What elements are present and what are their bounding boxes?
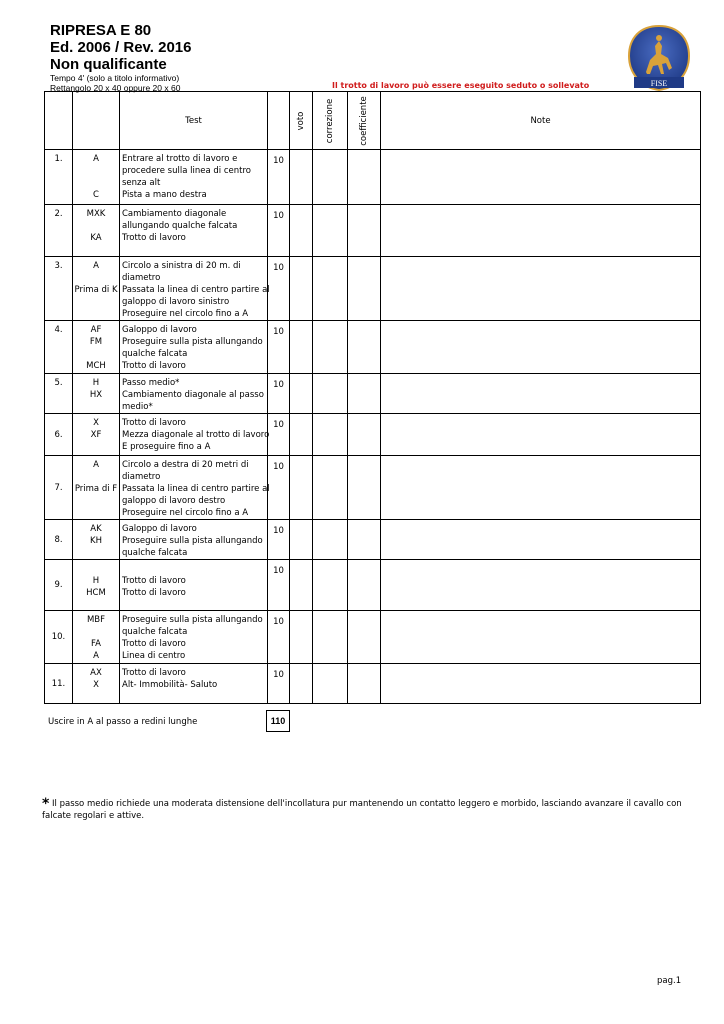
movement-letter: H [92, 378, 100, 388]
row-movements [73, 611, 120, 664]
page-number: pag.1 [657, 976, 682, 986]
description-line: procedere sulla linea di centro [122, 166, 251, 176]
voto-cell[interactable] [290, 321, 313, 374]
test-title: RIPRESA E 80 [50, 22, 152, 39]
movement-letter: HX [89, 390, 103, 400]
movement-letter: MBF [86, 615, 106, 625]
table-row [45, 520, 701, 560]
description-line: Trotto di lavoro [122, 418, 186, 428]
movement-letter: A [93, 261, 99, 271]
movement-letter: A [93, 651, 99, 661]
description-line: Proseguire sulla pista allungando [122, 337, 263, 347]
movement-letter: KA [90, 233, 102, 243]
row-movements [73, 374, 120, 414]
description-line: Mezza diagonale al trotto di lavoro [122, 430, 270, 440]
row-movements [73, 321, 120, 374]
movement-letter: AX [90, 668, 102, 678]
note-cell[interactable] [381, 150, 701, 205]
header-note: Note [381, 92, 701, 150]
voto-cell[interactable] [290, 257, 313, 321]
row-number: 3. [45, 257, 73, 321]
coefficiente-cell[interactable] [348, 520, 381, 560]
note-cell[interactable] [381, 520, 701, 560]
row-number: 9. [45, 560, 73, 611]
correzione-cell[interactable] [313, 560, 348, 611]
movement-letter: X [93, 680, 99, 690]
header-coef [268, 92, 290, 150]
table-row [45, 414, 701, 456]
row-max-score: 10 [268, 257, 290, 321]
description-line: galoppo di lavoro destro [122, 496, 226, 506]
row-movements [73, 257, 120, 321]
table-row [45, 560, 701, 611]
correzione-cell[interactable] [313, 257, 348, 321]
table-header-row [45, 92, 701, 150]
document-header [50, 22, 191, 93]
description-line: Trotto di lavoro [122, 639, 186, 649]
description-line: Circolo a destra di 20 metri di [122, 460, 249, 470]
coefficiente-cell[interactable] [348, 456, 381, 520]
description-line [122, 563, 265, 575]
row-movements [73, 520, 120, 560]
description-line: Proseguire sulla pista allungando [122, 536, 263, 546]
row-number: 7. [45, 456, 73, 520]
movement-letter [73, 348, 119, 360]
row-description [120, 150, 268, 205]
movement-letter: AK [90, 524, 102, 534]
table-row [45, 664, 701, 704]
header-coefficiente: coefficiente [348, 92, 381, 150]
edition-title: Ed. 2006 / Rev. 2016 [50, 39, 192, 56]
coefficiente-cell[interactable] [348, 611, 381, 664]
note-cell[interactable] [381, 456, 701, 520]
row-description [120, 205, 268, 257]
description-line: Passata la linea di centro partire al [122, 285, 270, 295]
movement-letter [73, 220, 119, 232]
movement-letter [73, 177, 119, 189]
correzione-cell[interactable] [313, 611, 348, 664]
note-cell[interactable] [381, 414, 701, 456]
table-row [45, 150, 701, 205]
note-cell[interactable] [381, 611, 701, 664]
description-line: galoppo di lavoro sinistro [122, 297, 230, 307]
description-line: Alt- Immobilità- Saluto [122, 680, 218, 690]
table-row [45, 611, 701, 664]
footnote-text: Il passo medio richiede una moderata distensione dell'incollatura pur mantenendo un contatto leggero e morbido, lasciando avanzare il cavallo con falcate regolari e attive. [42, 799, 682, 821]
row-max-score: 10 [268, 321, 290, 374]
table-row [45, 321, 701, 374]
row-description [120, 520, 268, 560]
row-movements [73, 664, 120, 704]
voto-cell[interactable] [290, 150, 313, 205]
description-line: Cambiamento diagonale [122, 209, 227, 219]
movement-letter [73, 296, 119, 308]
description-line: qualche falcata [122, 627, 188, 637]
row-description [120, 257, 268, 321]
movement-letter [73, 626, 119, 638]
note-cell[interactable] [381, 205, 701, 257]
correzione-cell[interactable] [313, 664, 348, 704]
description-line: Linea di centro [122, 651, 186, 661]
movement-letter: C [93, 190, 99, 200]
exit-instruction: Uscire in A al passo a redini lunghe [48, 717, 198, 727]
movement-letter: H [92, 576, 100, 586]
row-number: 4. [45, 321, 73, 374]
coefficiente-cell[interactable] [348, 205, 381, 257]
movement-letter [73, 308, 119, 320]
row-description [120, 456, 268, 520]
movement-letter: MXK [86, 209, 106, 219]
movement-letter: XF [90, 430, 102, 440]
description-line: senza alt [122, 178, 161, 188]
voto-cell[interactable] [290, 664, 313, 704]
row-max-score: 10 [268, 456, 290, 520]
row-number: 11. [45, 664, 73, 704]
description-line: E proseguire fino a A [122, 442, 211, 452]
row-max-score: 10 [268, 611, 290, 664]
row-max-score: 10 [268, 664, 290, 704]
total-score: 110 [266, 710, 290, 732]
description-line: Trotto di lavoro [122, 233, 186, 243]
description-line: qualche falcata [122, 349, 188, 359]
row-movements [73, 560, 120, 611]
note-cell[interactable] [381, 257, 701, 321]
description-line: Trotto di lavoro [122, 668, 186, 678]
row-movements [73, 205, 120, 257]
header-number [45, 92, 73, 150]
description-line: Cambiamento diagonale al passo [122, 390, 264, 400]
coefficiente-cell[interactable] [348, 257, 381, 321]
row-max-score: 10 [268, 414, 290, 456]
row-max-score: 10 [268, 520, 290, 560]
row-number: 2. [45, 205, 73, 257]
voto-cell[interactable] [290, 205, 313, 257]
row-description [120, 560, 268, 611]
row-description [120, 374, 268, 414]
movement-letter: A [93, 460, 99, 470]
footnote-star: * [42, 796, 50, 812]
row-movements [73, 150, 120, 205]
description-line: Proseguire sulla pista allungando [122, 615, 263, 625]
row-number: 10. [45, 611, 73, 664]
row-movements [73, 456, 120, 520]
correzione-cell[interactable] [313, 321, 348, 374]
row-description [120, 321, 268, 374]
description-line: diametro [122, 472, 161, 482]
row-max-score: 10 [268, 374, 290, 414]
movement-letter [73, 441, 119, 453]
movement-letter: KH [90, 536, 102, 546]
voto-cell[interactable] [290, 520, 313, 560]
note-cell[interactable] [381, 664, 701, 704]
header-correzione: correzione [313, 92, 348, 150]
description-line: Pista a mano destra [122, 190, 207, 200]
movement-letter [73, 495, 119, 507]
movement-letter [73, 401, 119, 413]
description-line: diametro [122, 273, 161, 283]
coefficiente-cell[interactable] [348, 664, 381, 704]
description-line: medio* [122, 402, 153, 412]
row-number: 6. [45, 414, 73, 456]
description-line: allungando qualche falcata [122, 221, 238, 231]
fise-logo-icon [626, 24, 692, 92]
row-description [120, 664, 268, 704]
footnote [42, 798, 682, 822]
description-line: Passo medio* [122, 378, 180, 388]
correzione-cell[interactable] [313, 150, 348, 205]
description-line: Galoppo di lavoro [122, 325, 197, 335]
score-table [44, 91, 701, 704]
correzione-cell[interactable] [313, 456, 348, 520]
row-description [120, 611, 268, 664]
description-line: Proseguire nel circolo fino a A [122, 309, 249, 319]
description-line: Passata la linea di centro partire al [122, 484, 270, 494]
time-info: Tempo 4' (solo a titolo informativo) [50, 73, 180, 83]
coefficiente-cell[interactable] [348, 321, 381, 374]
row-number: 5. [45, 374, 73, 414]
header-movement [73, 92, 120, 150]
description-line: Proseguire nel circolo fino a A [122, 508, 249, 518]
movement-letter [73, 507, 119, 519]
voto-cell[interactable] [290, 611, 313, 664]
row-description [120, 414, 268, 456]
table-row [45, 456, 701, 520]
coefficiente-cell[interactable] [348, 150, 381, 205]
table-row [45, 374, 701, 414]
row-max-score: 10 [268, 150, 290, 205]
note-cell[interactable] [381, 560, 701, 611]
note-cell[interactable] [381, 374, 701, 414]
correzione-cell[interactable] [313, 414, 348, 456]
description-line: Galoppo di lavoro [122, 524, 197, 534]
voto-cell[interactable] [290, 560, 313, 611]
movement-letter [73, 272, 119, 284]
voto-cell[interactable] [290, 456, 313, 520]
description-line: Trotto di lavoro [122, 588, 186, 598]
trot-note: Il trotto di lavoro può essere eseguito seduto o sollevato [332, 81, 590, 90]
movement-letter: FA [91, 639, 101, 649]
row-movements [73, 414, 120, 456]
header-voto: voto [290, 92, 313, 150]
correzione-cell[interactable] [313, 520, 348, 560]
row-number: 1. [45, 150, 73, 205]
description-line: qualche falcata [122, 548, 188, 558]
coefficiente-cell[interactable] [348, 414, 381, 456]
qualification-title: Non qualificante [50, 56, 167, 73]
coefficiente-cell[interactable] [348, 560, 381, 611]
table-row [45, 205, 701, 257]
table-row [45, 257, 701, 321]
logo-text: FISE [650, 79, 668, 88]
arena-info: Rettangolo 20 x 40 oppure 20 x 60 [50, 83, 181, 93]
description-line: Circolo a sinistra di 20 m. di [122, 261, 241, 271]
description-line: Trotto di lavoro [122, 361, 186, 371]
movement-letter: X [93, 418, 99, 428]
movement-letter: HCM [86, 588, 106, 598]
movement-letter [73, 563, 119, 575]
note-cell[interactable] [381, 321, 701, 374]
movement-letter: A [93, 154, 99, 164]
voto-cell[interactable] [290, 374, 313, 414]
movement-letter [73, 471, 119, 483]
description-line: Entrare al trotto di lavoro e [122, 154, 238, 164]
movement-letter: Prima di F [74, 484, 118, 494]
row-max-score: 10 [268, 205, 290, 257]
movement-letter [73, 165, 119, 177]
correzione-cell[interactable] [313, 374, 348, 414]
header-test: Test [120, 92, 268, 150]
movement-letter: AF [90, 325, 102, 335]
description-line: Trotto di lavoro [122, 576, 186, 586]
movement-letter: Prima di K [74, 285, 118, 295]
correzione-cell[interactable] [313, 205, 348, 257]
movement-letter [73, 547, 119, 559]
row-max-score: 10 [268, 560, 290, 611]
voto-cell[interactable] [290, 414, 313, 456]
movement-letter: FM [89, 337, 103, 347]
movement-letter: MCH [86, 361, 106, 371]
row-number: 8. [45, 520, 73, 560]
coefficiente-cell[interactable] [348, 374, 381, 414]
